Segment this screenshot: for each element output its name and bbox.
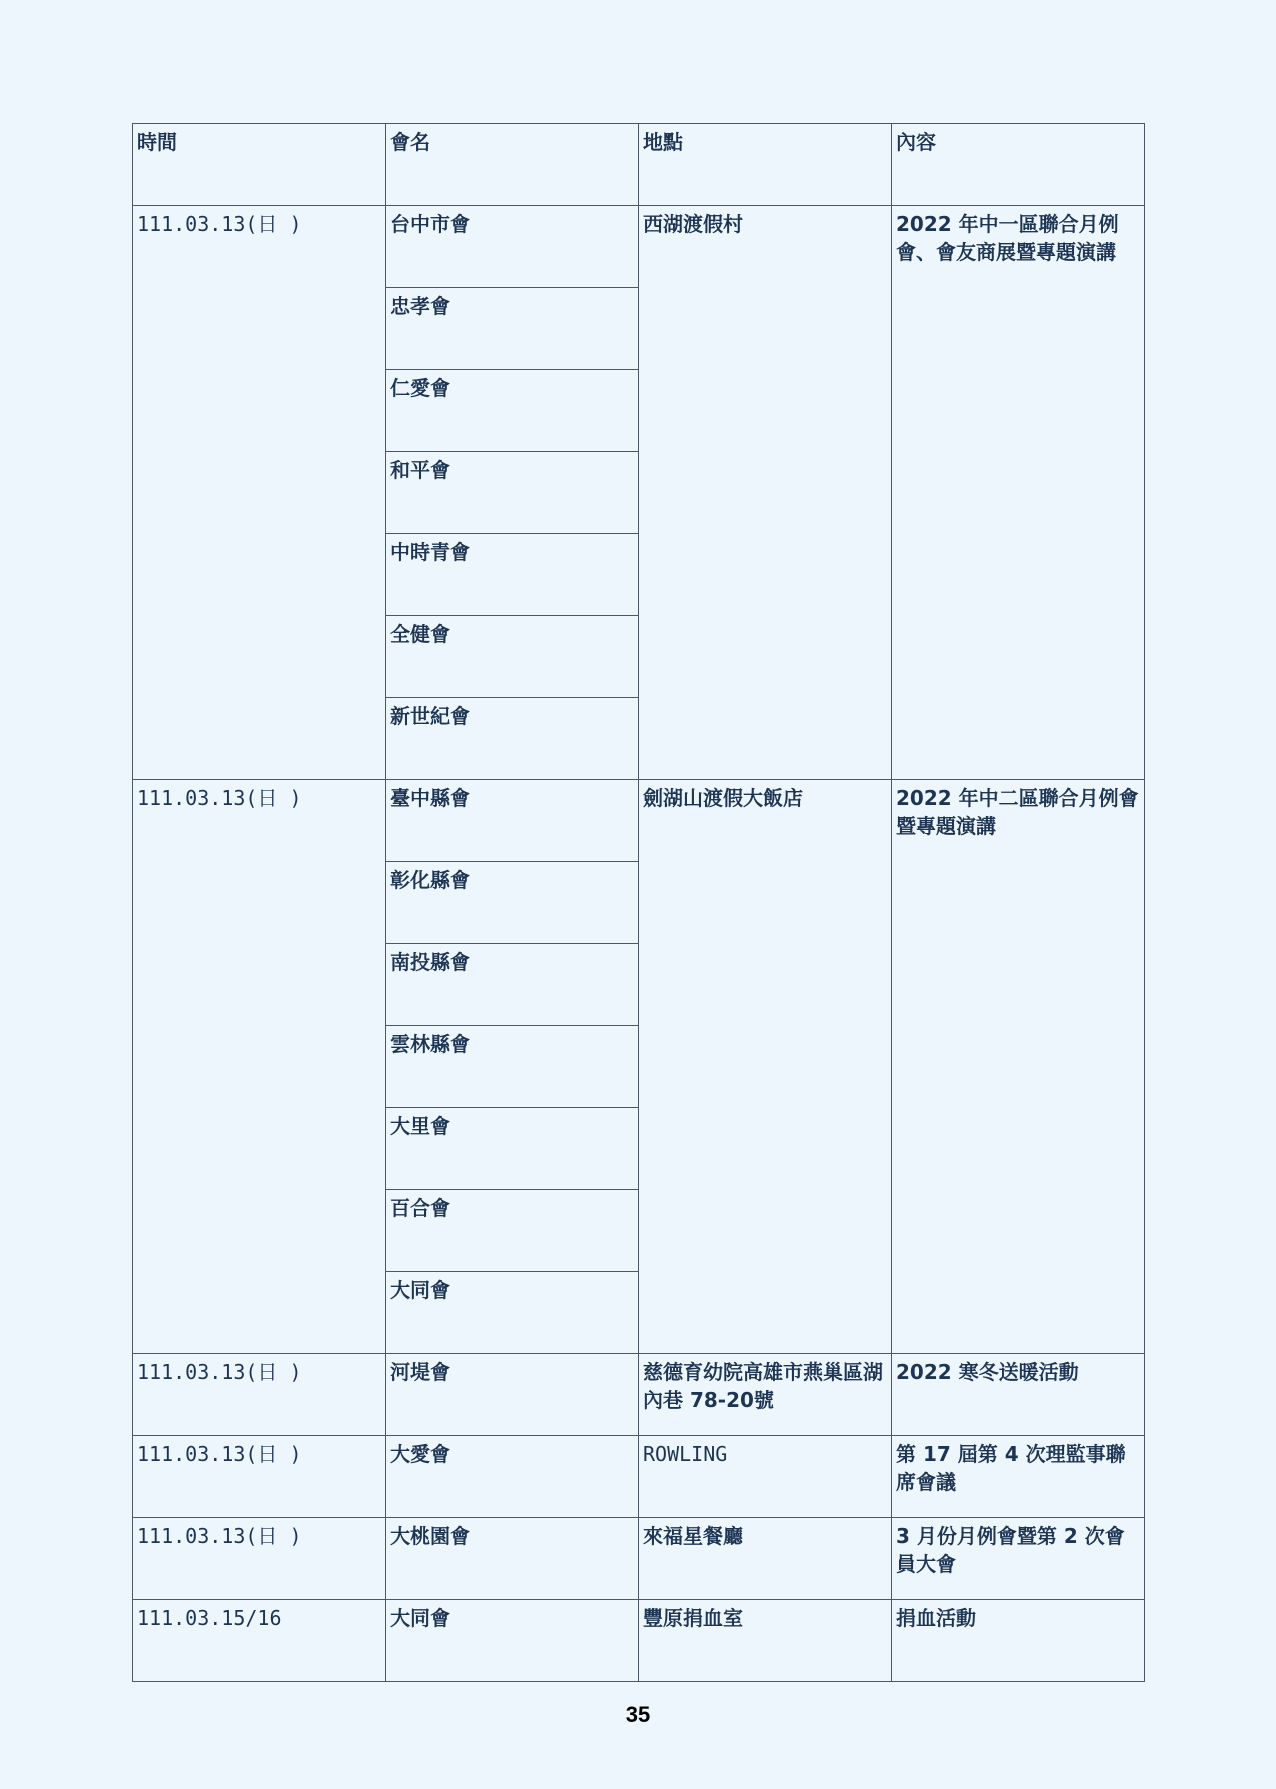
- event-content: 捐血活動: [892, 1600, 1145, 1682]
- schedule-table: [132, 123, 1145, 1682]
- club-name: 河堤會: [386, 1354, 639, 1436]
- event-content: 2022 年中二區聯合月例會暨專題演講: [892, 780, 1145, 1354]
- table-row: [133, 1436, 1145, 1518]
- event-place: 慈德育幼院高雄市燕巢區湖內巷 78-20號: [639, 1354, 892, 1436]
- event-time: 111.03.13(日 ): [133, 206, 386, 780]
- table-row: [133, 780, 1145, 862]
- event-content: 第 17 屆第 4 次理監事聯席會議: [892, 1436, 1145, 1518]
- event-time: 111.03.15/16: [133, 1600, 386, 1682]
- event-content: 2022 寒冬送暖活動: [892, 1354, 1145, 1436]
- club-name: 大里會: [386, 1108, 639, 1190]
- event-time: 111.03.13(日 ): [133, 780, 386, 1354]
- page-number: 35: [625, 1702, 651, 1727]
- event-place: 西湖渡假村: [639, 206, 892, 780]
- event-time: 111.03.13(日 ): [133, 1518, 386, 1600]
- club-name: 大桃園會: [386, 1518, 639, 1600]
- club-name: 忠孝會: [386, 288, 639, 370]
- club-name: 雲林縣會: [386, 1026, 639, 1108]
- event-time: 111.03.13(日 ): [133, 1354, 386, 1436]
- table-row: [133, 1518, 1145, 1600]
- event-content: 3 月份月例會暨第 2 次會員大會: [892, 1518, 1145, 1600]
- club-name: 大同會: [386, 1600, 639, 1682]
- event-place: ROWLING: [639, 1436, 892, 1518]
- club-name: 和平會: [386, 452, 639, 534]
- club-name: 台中市會: [386, 206, 639, 288]
- club-name: 新世紀會: [386, 698, 639, 780]
- header-content: 內容: [892, 124, 1145, 206]
- club-name: 百合會: [386, 1190, 639, 1272]
- header-place: 地點: [639, 124, 892, 206]
- table-row: [133, 1600, 1145, 1682]
- table-row: [133, 1354, 1145, 1436]
- event-place: 豐原捐血室: [639, 1600, 892, 1682]
- table-header-row: [133, 124, 1145, 206]
- header-club: 會名: [386, 124, 639, 206]
- header-time: 時間: [133, 124, 386, 206]
- event-place: 來福星餐廳: [639, 1518, 892, 1600]
- club-name: 南投縣會: [386, 944, 639, 1026]
- club-name: 全健會: [386, 616, 639, 698]
- club-name: 仁愛會: [386, 370, 639, 452]
- club-name: 大愛會: [386, 1436, 639, 1518]
- event-place: 劍湖山渡假大飯店: [639, 780, 892, 1354]
- club-name: 中時青會: [386, 534, 639, 616]
- event-content: 2022 年中一區聯合月例會、會友商展暨專題演講: [892, 206, 1145, 780]
- event-time: 111.03.13(日 ): [133, 1436, 386, 1518]
- club-name: 臺中縣會: [386, 780, 639, 862]
- club-name: 大同會: [386, 1272, 639, 1354]
- club-name: 彰化縣會: [386, 862, 639, 944]
- table-row: [133, 206, 1145, 288]
